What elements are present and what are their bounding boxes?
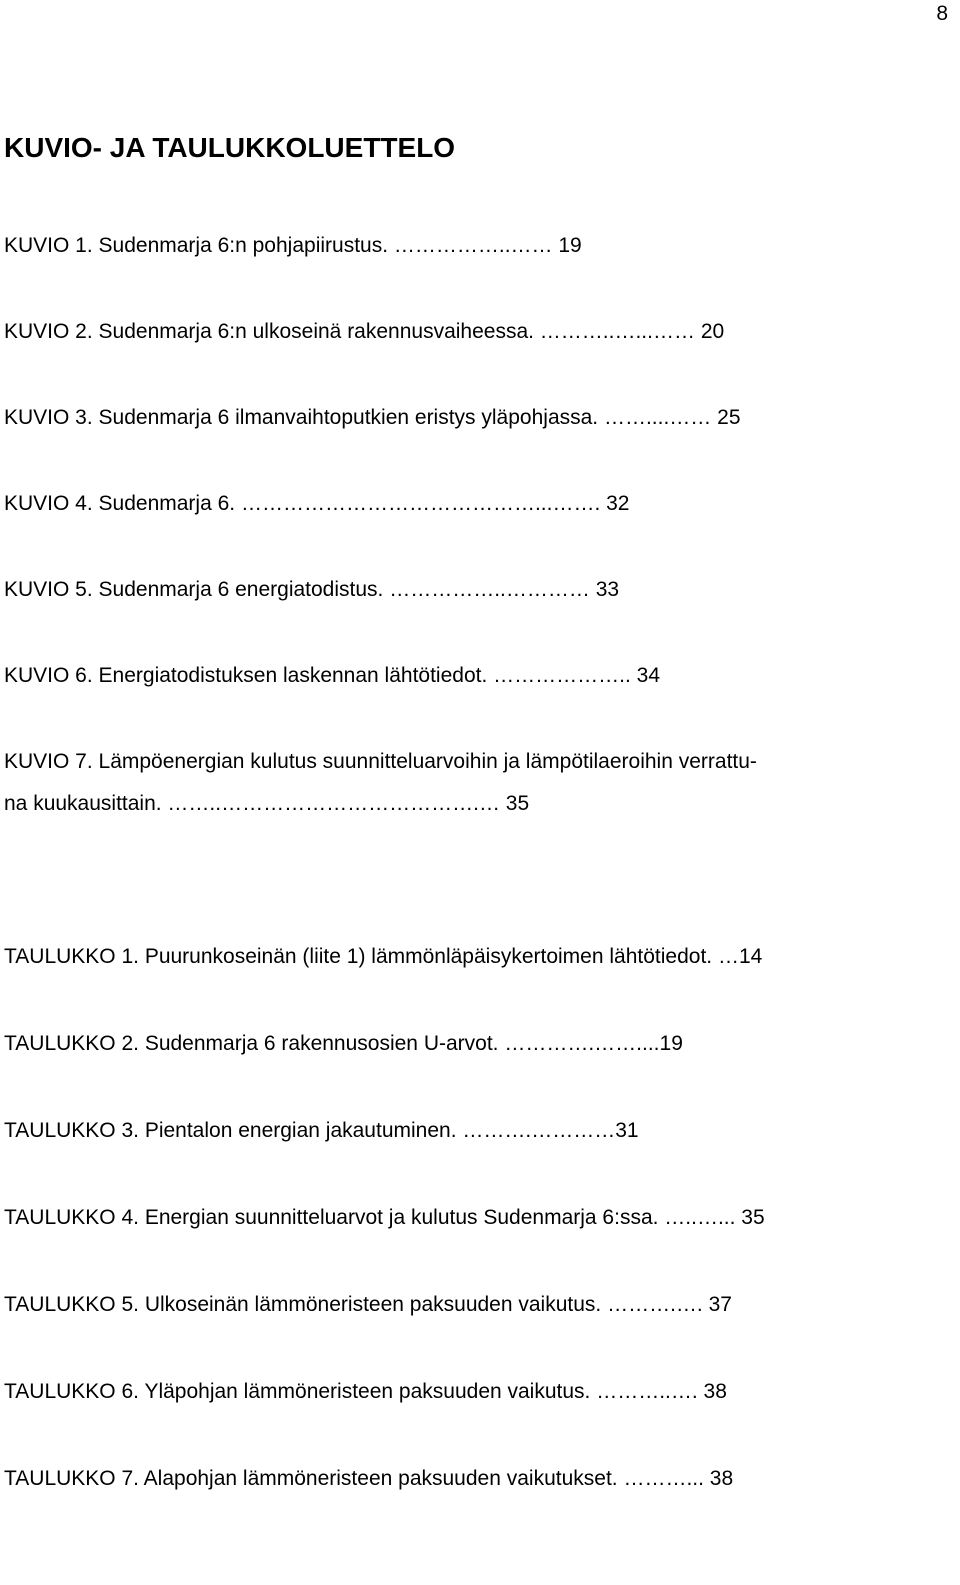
figure-entry-4: KUVIO 4. Sudenmarja 6. ……………………………………...……. 32: [4, 492, 630, 515]
figure-entry-1: KUVIO 1. Sudenmarja 6:n pohjapiirustus. ……………..…… 19: [4, 234, 582, 257]
table-entry-4: TAULUKKO 4. Energian suunnitteluarvot ja kulutus Sudenmarja 6:ssa. …..…... 35: [4, 1206, 765, 1229]
page-title: KUVIO- JA TAULUKKOLUETTELO: [4, 132, 456, 163]
figure-entry-7-line-2: na kuukausittain. ……..……………………………….… 35: [4, 792, 530, 815]
page-number: 8: [936, 2, 948, 25]
figure-entry-2: KUVIO 2. Sudenmarja 6:n ulkoseinä rakennusvaiheessa. ………..…...…… 20: [4, 320, 725, 343]
figure-entry-5: KUVIO 5. Sudenmarja 6 energiatodistus. ……………..………… 33: [4, 578, 620, 601]
table-entry-2: TAULUKKO 2. Sudenmarja 6 rakennusosien U-arvot. ………….……....19: [4, 1032, 683, 1055]
figure-entry-7-line-1: KUVIO 7. Lämpöenergian kulutus suunnitteluarvoihin ja lämpötilaeroihin verrattu-: [4, 750, 757, 773]
table-entry-7: TAULUKKO 7. Alapohjan lämmöneristeen paksuuden vaikutukset. ………... 38: [4, 1467, 734, 1490]
table-entry-5: TAULUKKO 5. Ulkoseinän lämmöneristeen paksuuden vaikutus. ……….…. 37: [4, 1293, 732, 1316]
table-entry-1: TAULUKKO 1. Puurunkoseinän (liite 1) lämmönläpäisykertoimen lähtötiedot. …14: [4, 945, 763, 968]
table-entry-3: TAULUKKO 3. Pientalon energian jakautuminen. ……….…………31: [4, 1119, 639, 1142]
figure-entry-6: KUVIO 6. Energiatodistuksen laskennan lähtötiedot. ……………….. 34: [4, 664, 660, 687]
figure-entry-3: KUVIO 3. Sudenmarja 6 ilmanvaihtoputkien eristys yläpohjassa. ……....…… 25: [4, 406, 741, 429]
table-entry-6: TAULUKKO 6. Yläpohjan lämmöneristeen paksuuden vaikutus. ………..…. 38: [4, 1380, 727, 1403]
